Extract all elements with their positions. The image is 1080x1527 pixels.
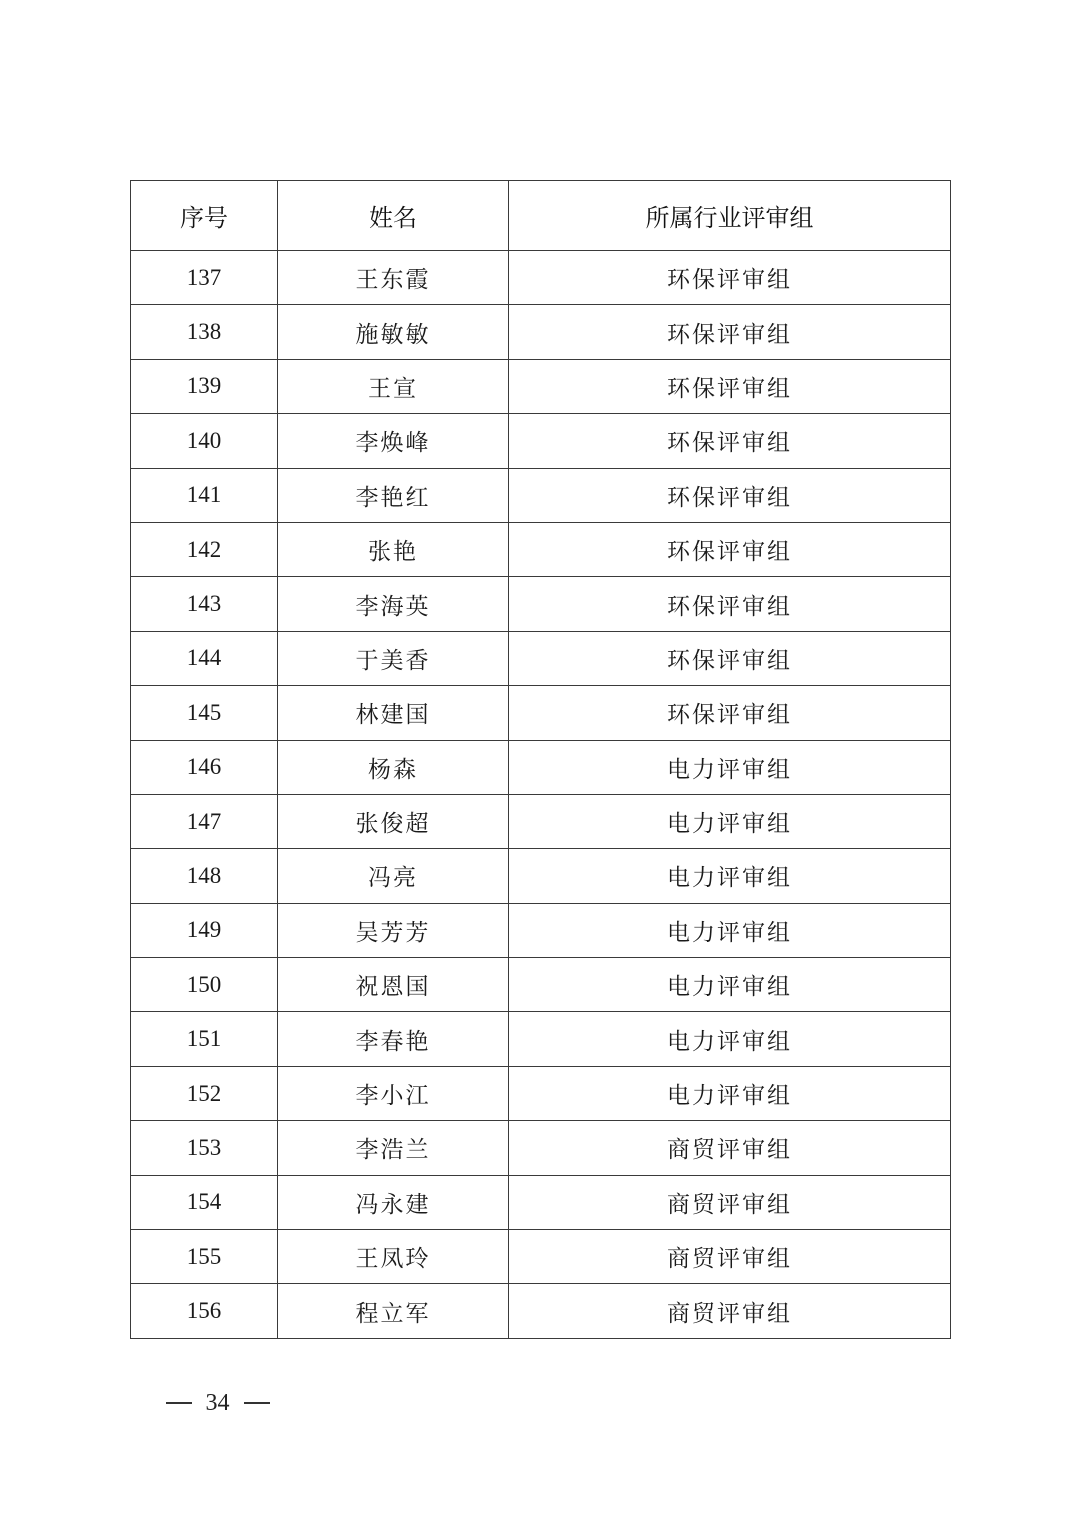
cell-name: 林建国 [278, 686, 509, 740]
cell-serial-number: 138 [131, 305, 278, 359]
cell-review-group: 环保评审组 [509, 631, 951, 685]
cell-review-group: 电力评审组 [509, 903, 951, 957]
table-row [131, 251, 951, 305]
cell-review-group: 环保评审组 [509, 522, 951, 576]
table-row [131, 631, 951, 685]
table-row [131, 958, 951, 1012]
cell-review-group: 电力评审组 [509, 740, 951, 794]
cell-name: 程立军 [278, 1284, 509, 1338]
cell-review-group: 环保评审组 [509, 359, 951, 413]
cell-review-group: 商贸评审组 [509, 1175, 951, 1229]
cell-serial-number: 141 [131, 468, 278, 522]
cell-serial-number: 137 [131, 251, 278, 305]
page-number-right-dash [244, 1402, 270, 1404]
table-row [131, 903, 951, 957]
table-row [131, 1066, 951, 1120]
cell-review-group: 电力评审组 [509, 849, 951, 903]
cell-name: 冯永建 [278, 1175, 509, 1229]
cell-serial-number: 149 [131, 903, 278, 957]
cell-review-group: 环保评审组 [509, 468, 951, 522]
table-row [131, 740, 951, 794]
expert-roster-table [130, 180, 951, 1339]
cell-review-group: 电力评审组 [509, 1066, 951, 1120]
cell-review-group: 电力评审组 [509, 958, 951, 1012]
cell-serial-number: 156 [131, 1284, 278, 1338]
page-number-value: 34 [205, 1389, 230, 1416]
cell-review-group: 环保评审组 [509, 414, 951, 468]
cell-serial-number: 154 [131, 1175, 278, 1229]
table-row [131, 1284, 951, 1338]
header-serial-number: 序号 [131, 181, 278, 251]
cell-serial-number: 139 [131, 359, 278, 413]
cell-review-group: 商贸评审组 [509, 1230, 951, 1284]
page-number-left-dash [166, 1402, 192, 1404]
table-row [131, 1121, 951, 1175]
cell-name: 王宣 [278, 359, 509, 413]
cell-name: 李海英 [278, 577, 509, 631]
cell-review-group: 环保评审组 [509, 305, 951, 359]
table-row [131, 849, 951, 903]
cell-name: 冯亮 [278, 849, 509, 903]
table-row [131, 1175, 951, 1229]
cell-serial-number: 140 [131, 414, 278, 468]
cell-name: 王凤玲 [278, 1230, 509, 1284]
table-row [131, 686, 951, 740]
header-review-group: 所属行业评审组 [509, 181, 951, 251]
cell-name: 李小江 [278, 1066, 509, 1120]
table-row [131, 1012, 951, 1066]
cell-review-group: 电力评审组 [509, 794, 951, 848]
cell-review-group: 商贸评审组 [509, 1284, 951, 1338]
table-row [131, 577, 951, 631]
cell-review-group: 商贸评审组 [509, 1121, 951, 1175]
header-name: 姓名 [278, 181, 509, 251]
cell-serial-number: 148 [131, 849, 278, 903]
cell-review-group: 环保评审组 [509, 577, 951, 631]
cell-name: 李春艳 [278, 1012, 509, 1066]
cell-name: 吴芳芳 [278, 903, 509, 957]
cell-name: 于美香 [278, 631, 509, 685]
cell-name: 李浩兰 [278, 1121, 509, 1175]
table-row [131, 1230, 951, 1284]
cell-serial-number: 145 [131, 686, 278, 740]
table-row [131, 359, 951, 413]
cell-serial-number: 151 [131, 1012, 278, 1066]
cell-serial-number: 150 [131, 958, 278, 1012]
table-row [131, 468, 951, 522]
cell-review-group: 环保评审组 [509, 251, 951, 305]
page-number [160, 1386, 275, 1420]
cell-serial-number: 147 [131, 794, 278, 848]
cell-review-group: 环保评审组 [509, 686, 951, 740]
cell-name: 施敏敏 [278, 305, 509, 359]
table-header-row [131, 181, 951, 251]
cell-review-group: 电力评审组 [509, 1012, 951, 1066]
cell-serial-number: 153 [131, 1121, 278, 1175]
cell-name: 杨森 [278, 740, 509, 794]
table-row [131, 794, 951, 848]
cell-serial-number: 144 [131, 631, 278, 685]
cell-serial-number: 143 [131, 577, 278, 631]
cell-serial-number: 146 [131, 740, 278, 794]
table-body [131, 251, 951, 1339]
cell-name: 李焕峰 [278, 414, 509, 468]
cell-name: 李艳红 [278, 468, 509, 522]
table-row [131, 305, 951, 359]
cell-name: 张俊超 [278, 794, 509, 848]
cell-serial-number: 142 [131, 522, 278, 576]
cell-serial-number: 152 [131, 1066, 278, 1120]
table-row [131, 522, 951, 576]
cell-name: 张艳 [278, 522, 509, 576]
cell-serial-number: 155 [131, 1230, 278, 1284]
cell-name: 王东霞 [278, 251, 509, 305]
table-row [131, 414, 951, 468]
cell-name: 祝恩国 [278, 958, 509, 1012]
